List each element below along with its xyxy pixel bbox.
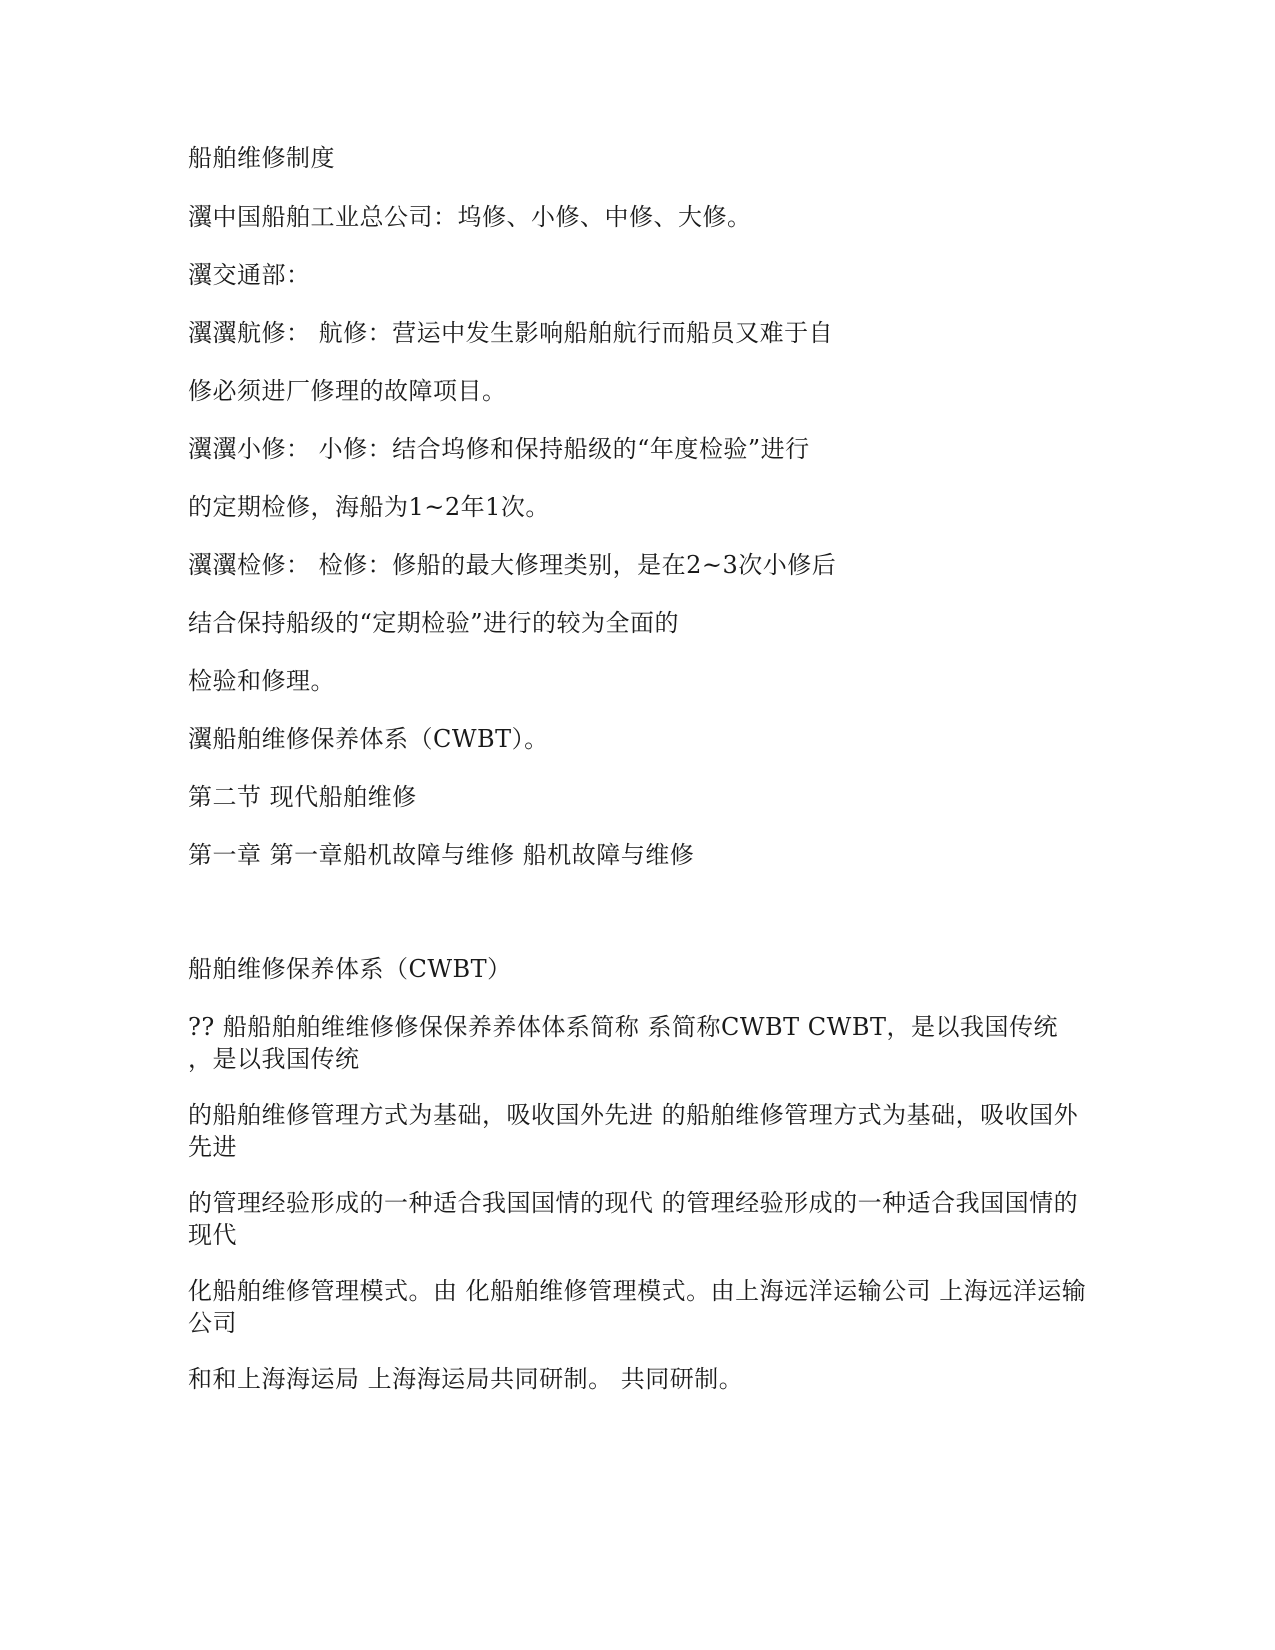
heading-maintenance-system: 船舶维修制度: [188, 144, 335, 172]
paragraph: 的船舶维修管理方式为基础，吸收国外先进 的船舶维修管理方式为基础，吸收国外先进: [188, 1101, 1079, 1161]
text-line: 的定期检修，海船为1~2年1次。: [188, 493, 550, 521]
text-line: 瀷中国船舶工业总公司：坞修、小修、中修、大修。: [188, 203, 752, 231]
section-heading: 第二节 现代船舶维修: [188, 783, 417, 811]
text-line: 结合保持船级的“定期检验”进行的较为全面的: [188, 609, 680, 637]
paragraph: 的管理经验形成的一种适合我国国情的现代 的管理经验形成的一种适合我国国情的现代: [188, 1189, 1079, 1249]
text-line: 瀷船舶维修保养体系（CWBT）。: [188, 725, 549, 753]
paragraph: 化船舶维修管理模式。由 化船舶维修管理模式。由上海远洋运输公司 上海远洋运输公司: [188, 1277, 1087, 1337]
text-line: 瀷瀷航修： 航修：营运中发生影响船舶航行而船员又难于自: [188, 319, 834, 347]
text-line: 瀷瀷小修： 小修：结合坞修和保持船级的“年度检验”进行: [188, 435, 810, 463]
cwbt-heading: 船舶维修保养体系（CWBT）: [188, 955, 512, 983]
text-line: 修必须进厂修理的故障项目。: [188, 377, 507, 405]
chapter-heading: 第一章 第一章船机故障与维修 船机故障与维修: [188, 841, 695, 869]
paragraph: 和和上海海运局 上海海运局共同研制。 共同研制。: [188, 1365, 744, 1393]
text-line: 瀷交通部：: [188, 261, 311, 289]
text-line: 瀷瀷检修： 检修：修船的最大修理类别，是在2~3次小修后: [188, 551, 837, 579]
text-line: 检验和修理。: [188, 667, 335, 695]
paragraph: ?? 船船舶舶维维修修保保养养体体系简称 系简称CWBT CWBT，是以我国传统 ，是以我国传统: [188, 1013, 1058, 1073]
